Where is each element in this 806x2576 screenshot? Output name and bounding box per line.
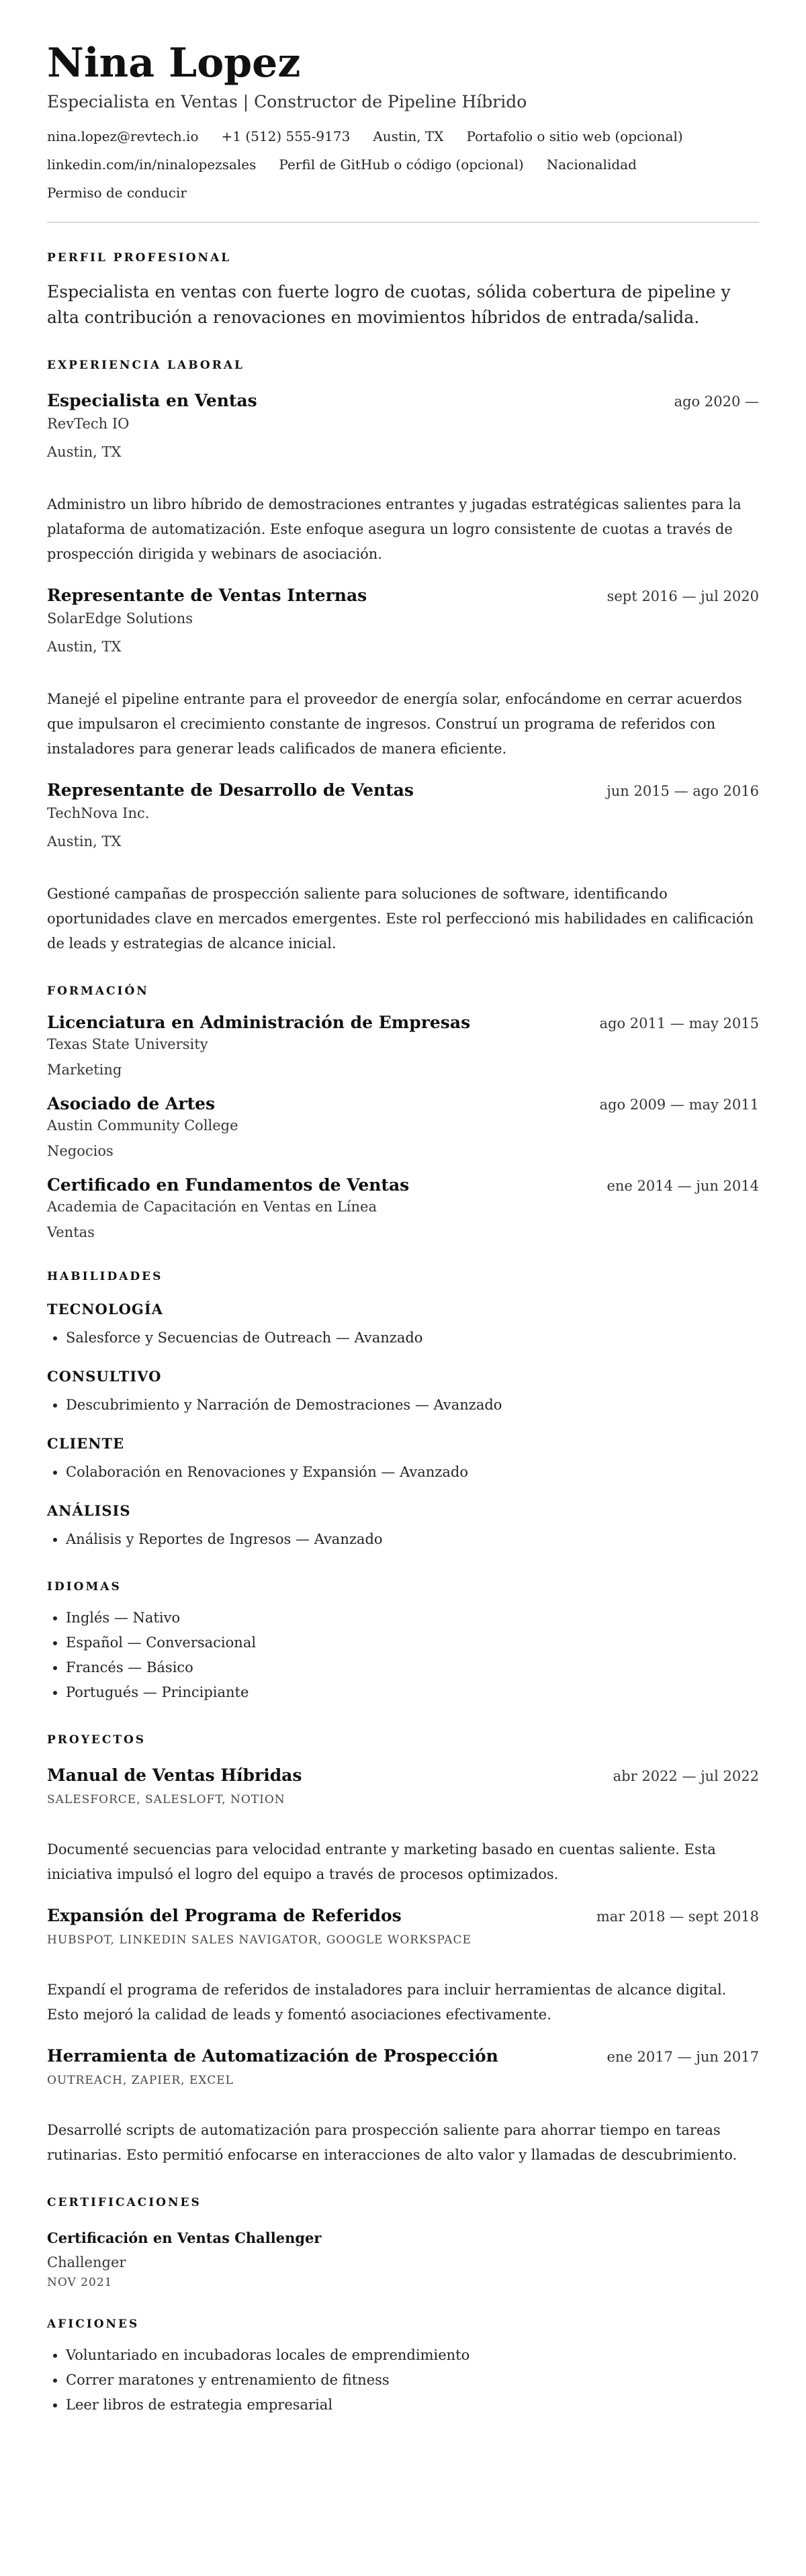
education-entry xyxy=(47,1013,759,1079)
language-item: • Inglés — Nativo xyxy=(66,1606,759,1630)
resume-header xyxy=(47,0,759,223)
skill-group xyxy=(47,1502,759,1552)
section-title-profile: PERFIL PROFESIONAL xyxy=(47,251,232,265)
section-title-projects: PROYECTOS xyxy=(47,1733,146,1747)
job-title: Representante de Desarrollo de Ventas xyxy=(47,780,414,800)
contact-location: Austin, TX xyxy=(373,128,444,144)
hobby-item: • Leer libros de estrategia empresarial xyxy=(66,2393,759,2418)
project-tools: HUBSPOT, LINKEDIN SALES NAVIGATOR, GOOGLE WORKSPACE xyxy=(47,1933,472,1947)
job-dates: ago 2020 — xyxy=(674,394,759,410)
degree-title: Asociado de Artes xyxy=(47,1094,216,1113)
skill-group xyxy=(47,1301,759,1350)
contact-github[interactable]: Perfil de GitHub o código (opcional) xyxy=(279,156,524,173)
education-entry xyxy=(47,1175,759,1242)
skill-group xyxy=(47,1435,759,1485)
contact-row-2 xyxy=(47,156,759,184)
section-title-certifications: CERTIFICACIONES xyxy=(47,2196,202,2209)
project-entry xyxy=(47,2046,759,2168)
experience-section xyxy=(47,359,759,956)
project-dates: abr 2022 — jul 2022 xyxy=(613,1768,759,1784)
project-tools: SALESFORCE, SALESLOFT, NOTION xyxy=(47,1793,285,1806)
skills-section xyxy=(47,1270,759,1552)
job-dates: sept 2016 — jul 2020 xyxy=(607,588,759,604)
certification-name: Certificación en Ventas Challenger xyxy=(47,2229,322,2246)
hobbies-section xyxy=(47,2317,759,2418)
skill-category: CLIENTE xyxy=(47,1435,125,1452)
candidate-headline: Especialista en Ventas | Constructor de Pipeline Híbrido xyxy=(47,92,527,111)
degree-title: Licenciatura en Administración de Empresas xyxy=(47,1013,471,1032)
job-description: Administro un libro híbrido de demostraciones entrantes y jugadas estratégicas salientes para la plataforma de automatización. Este enfoque asegura un logro consistente de cuotas a través de prospección dirigida y webinars de asociación. xyxy=(47,496,742,562)
contact-portfolio[interactable]: Portafolio o sitio web (opcional) xyxy=(466,128,683,144)
experience-entry xyxy=(47,391,759,567)
contact-phone[interactable]: +1 (512) 555-9173 xyxy=(221,128,351,144)
language-item: • Español — Conversacional xyxy=(66,1630,759,1655)
certification-issuer: Challenger xyxy=(47,2254,126,2270)
skill-category: ANÁLISIS xyxy=(47,1502,131,1519)
education-entry xyxy=(47,1094,759,1160)
job-company: TechNova Inc. xyxy=(47,805,150,821)
language-item: • Portugués — Principiante xyxy=(66,1680,759,1705)
job-company: SolarEdge Solutions xyxy=(47,610,193,627)
skill-category: TECNOLOGÍA xyxy=(47,1301,163,1318)
section-title-languages: IDIOMAS xyxy=(47,1580,122,1594)
school-name: Austin Community College xyxy=(47,1117,238,1134)
candidate-name: Nina Lopez xyxy=(47,40,301,87)
project-dates: ene 2017 — jun 2017 xyxy=(607,2049,759,2065)
skill-item: • Análisis y Reportes de Ingresos — Avanzado xyxy=(66,1527,759,1552)
job-location: Austin, TX xyxy=(47,639,122,655)
language-item: • Francés — Básico xyxy=(66,1655,759,1680)
job-company: RevTech IO xyxy=(47,416,130,432)
degree-dates: ene 2014 — jun 2014 xyxy=(607,1178,759,1194)
project-entry xyxy=(47,1906,759,2027)
project-name: Herramienta de Automatización de Prospección xyxy=(47,2046,498,2066)
job-location: Austin, TX xyxy=(47,444,122,460)
job-location: Austin, TX xyxy=(47,833,122,849)
skill-group xyxy=(47,1368,759,1418)
profile-section xyxy=(47,251,759,330)
hobby-item: • Voluntariado en incubadoras locales de emprendimiento xyxy=(66,2343,759,2368)
experience-entry xyxy=(47,586,759,762)
project-name: Expansión del Programa de Referidos xyxy=(47,1906,402,1925)
experience-entry xyxy=(47,780,759,956)
contact-row-1 xyxy=(47,128,759,156)
education-section xyxy=(47,984,759,1242)
job-title: Especialista en Ventas xyxy=(47,391,257,410)
study-field: Ventas xyxy=(47,1224,95,1240)
contact-nationality: Nacionalidad xyxy=(546,156,637,173)
skill-category: CONSULTIVO xyxy=(47,1368,162,1385)
study-field: Marketing xyxy=(47,1062,122,1078)
header-divider xyxy=(47,222,759,223)
degree-title: Certificado en Fundamentos de Ventas xyxy=(47,1175,410,1195)
job-description: Manejé el pipeline entrante para el proveedor de energía solar, enfocándome en cerrar acuerdos que impulsaron el crecimiento constante de ingresos. Construí un programa de referidos con instaladores para generar leads calificados de manera eficiente. xyxy=(47,691,742,757)
project-description: Documenté secuencias para velocidad entrante y marketing basado en cuentas saliente. Esta iniciativa impulsó el logro del equipo a través de procesos optimizados. xyxy=(47,1841,716,1882)
job-dates: jun 2015 — ago 2016 xyxy=(607,783,759,799)
skill-item: • Salesforce y Secuencias de Outreach — Avanzado xyxy=(66,1326,759,1350)
section-title-skills: HABILIDADES xyxy=(47,1270,163,1283)
certification-date: NOV 2021 xyxy=(47,2276,113,2289)
contact-row-3 xyxy=(47,184,759,212)
project-tools: OUTREACH, ZAPIER, EXCEL xyxy=(47,2074,234,2087)
contact-info xyxy=(47,128,759,212)
degree-dates: ago 2009 — may 2011 xyxy=(599,1097,759,1113)
school-name: Academia de Capacitación en Ventas en Línea xyxy=(47,1199,377,1215)
certifications-section xyxy=(47,2196,759,2289)
project-description: Desarrollé scripts de automatización para prospección saliente para ahorrar tiempo en tareas rutinarias. Esto permitió enfocarse en interacciones de alto valor y llamadas de descubrimiento. xyxy=(47,2122,737,2163)
section-title-education: FORMACIÓN xyxy=(47,984,149,998)
projects-section xyxy=(47,1733,759,2168)
project-name: Manual de Ventas Híbridas xyxy=(47,1765,302,1785)
project-description: Expandí el programa de referidos de instaladores para incluir herramientas de alcance digital. Esto mejoró la calidad de leads y fomentó asociaciones efectivamente. xyxy=(47,1982,727,2023)
hobby-item: • Correr maratones y entrenamiento de fitness xyxy=(66,2368,759,2393)
section-title-hobbies: AFICIONES xyxy=(47,2317,140,2331)
contact-email[interactable]: nina.lopez@revtech.io xyxy=(47,128,199,144)
study-field: Negocios xyxy=(47,1143,114,1159)
project-dates: mar 2018 — sept 2018 xyxy=(596,1908,759,1925)
job-title: Representante de Ventas Internas xyxy=(47,586,367,605)
contact-linkedin[interactable]: linkedin.com/in/ninalopezsales xyxy=(47,156,257,173)
skill-item: • Colaboración en Renovaciones y Expansión — Avanzado xyxy=(66,1460,759,1485)
languages-section xyxy=(47,1580,759,1705)
section-title-experience: EXPERIENCIA LABORAL xyxy=(47,359,244,372)
school-name: Texas State University xyxy=(47,1036,208,1052)
contact-driving-license: Permiso de conducir xyxy=(47,185,187,201)
skill-item: • Descubrimiento y Narración de Demostraciones — Avanzado xyxy=(66,1393,759,1418)
profile-summary: Especialista en ventas con fuerte logro de cuotas, sólida cobertura de pipeline y alta contribución a renovaciones en movimientos híbridos de entrada/salida. xyxy=(47,282,731,327)
job-description: Gestioné campañas de prospección saliente para soluciones de software, identificando oportunidades clave en mercados emergentes. Este rol perfeccionó mis habilidades en calificación de leads y estrategias de alcance inicial. xyxy=(47,886,754,952)
project-entry xyxy=(47,1765,759,1887)
degree-dates: ago 2011 — may 2015 xyxy=(599,1015,759,1031)
